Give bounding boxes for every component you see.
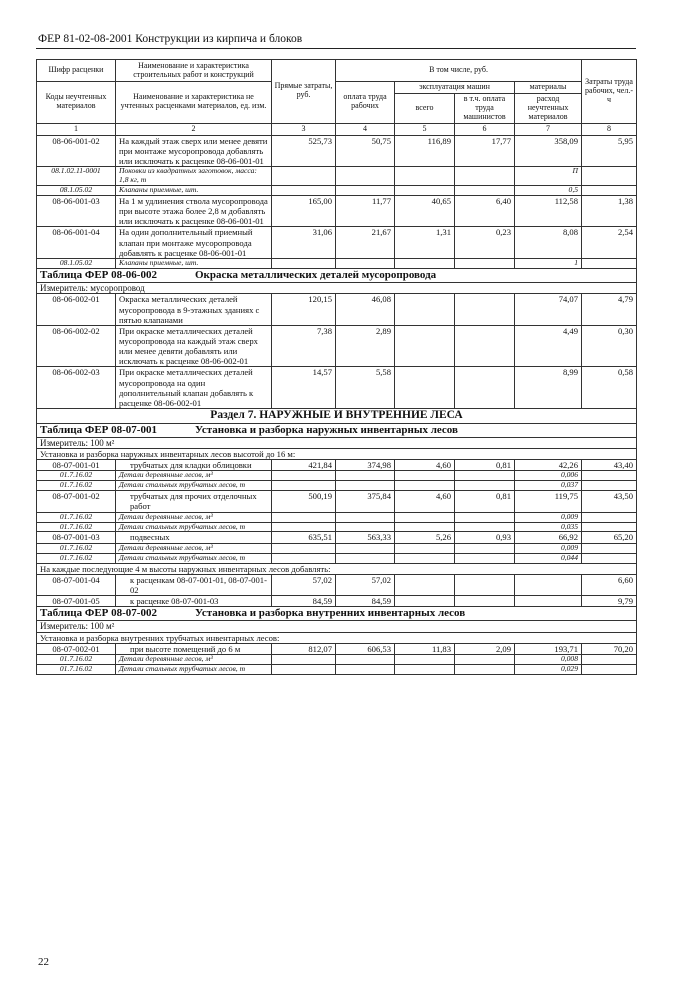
table-row: 08-06-001-04 На один дополнительный приемный клапан при монтаже мусоропровода добавлять к расценке 08-06-001-01 31,06 21,67 1,31 0,23 8,08 2,54 <box>37 227 637 258</box>
group-head: В том числе, руб. <box>336 60 582 82</box>
col-num-7: 7 <box>515 123 582 135</box>
col-num-4: 4 <box>336 123 395 135</box>
table-row: 08-07-001-02 трубчатых для прочих отделочных работ 500,19 375,84 4,60 0,81 119,75 43,50 <box>37 491 637 512</box>
col-num-2: 2 <box>116 123 272 135</box>
note-row: Установка и разборка наружных инвентарных лесов высотой до 16 м: <box>37 449 637 460</box>
col-num-8: 8 <box>582 123 637 135</box>
table-caption-row <box>37 607 637 621</box>
material-row: 01.7.16.02 Детали деревянные лесов, м³ 0,009 <box>37 512 637 522</box>
table-row: 08-07-002-01 при высоте помещений до 6 м 812,07 606,53 11,83 2,09 193,71 70,20 <box>37 643 637 654</box>
section-row <box>37 408 637 423</box>
measure-row: Измеритель: 100 м² <box>37 621 637 633</box>
col-num-6: 6 <box>455 123 515 135</box>
col-num-3: 3 <box>272 123 336 135</box>
material-row: 01.7.16.02 Детали стальных трубчатых лесов, т 0,035 <box>37 522 637 532</box>
page-number: 22 <box>38 956 49 968</box>
col-num-1: 1 <box>37 123 116 135</box>
table-title: Установка и разборка наружных инвентарных лесов <box>194 423 458 436</box>
header-rule <box>36 48 636 49</box>
table-row: 08-07-001-05 к расценке 08-07-001-03 84,59 84,59 9,79 <box>37 595 637 606</box>
material-row: 01.7.16.02 Детали стальных трубчатых лесов, т 0,037 <box>37 481 637 491</box>
material-row: 08.1.05.02 Клапаны приемные, шт. 1 <box>37 258 637 268</box>
material-row: 01.7.16.02 Детали деревянные лесов, м³ 0,009 <box>37 543 637 553</box>
col2-head-bot: Наименование и характеристика не учтенных расценками материалов, ед. изм. <box>116 82 272 124</box>
materials-head: материалы <box>515 82 582 94</box>
table-title: Установка и разборка внутренних инвентарных лесов <box>194 607 466 620</box>
col2-head-top: Наименование и характеристика строительных работ и конструкций <box>116 60 272 82</box>
table-caption-row <box>37 423 637 437</box>
table-row: 08-06-002-03 При окраске металлических деталей мусоропровода на один дополнительный клапан добавлять к расценке 08-06-002-01 14,57 5,58 8,99 0,58 <box>37 367 637 409</box>
table-label: Таблица ФЕР 08-07-001 <box>40 423 157 436</box>
col1-head-top: Шифр расценки <box>37 60 116 82</box>
table-head <box>37 60 637 136</box>
material-row: 01.7.16.02 Детали стальных трубчатых лесов, т 0,044 <box>37 553 637 563</box>
table-row: 08-07-001-04 к расценкам 08-07-001-01, 08-07-001-02 57,02 57,02 6,60 <box>37 574 637 595</box>
col1-head-bot: Коды неучтенных материалов <box>37 82 116 124</box>
note-row: Установка и разборка внутренних трубчатых инвентарных лесов: <box>37 632 637 643</box>
table-label: Таблица ФЕР 08-06-002 <box>40 268 157 281</box>
col8-head: Затраты труда рабочих, чел.-ч <box>582 60 637 124</box>
material-row: 01.7.16.02 Детали стальных трубчатых лесов, т 0,029 <box>37 664 637 674</box>
material-row: 08.1.02.11-0001 Поковки из квадратных заготовок, масса: 1,8 кг, т П <box>37 167 637 186</box>
col6-head: в т.ч. оплата труда машинистов <box>455 93 515 123</box>
machines-head: эксплуатация машин <box>395 82 515 94</box>
table-row: 08-06-001-03 На 1 м удлинения ствола мусоропровода при высоте этажа более 2,8 м добавлять или исключать к расценке 08-06-001-01 165,00 11,77 40,65 6,40 112,58 1,38 <box>37 196 637 227</box>
measure-row: Измеритель: 100 м² <box>37 437 637 449</box>
col4-head: оплата труда рабочих <box>336 82 395 124</box>
table-row: 08-06-002-01 Окраска металлических деталей мусоропровода в 9-этажных зданиях с пятью клапанами 120,15 46,08 74,07 4,79 <box>37 294 637 325</box>
table-row: 08-07-001-01 трубчатых для кладки облицовки 421,84 374,98 4,60 0,81 42,26 43,40 <box>37 460 637 471</box>
table-title: Окраска металлических деталей мусоропровода <box>194 268 437 281</box>
material-row: 01.7.16.02 Детали деревянные лесов, м³ 0,006 <box>37 471 637 481</box>
table-row: 08-06-001-02 На каждый этаж сверх или менее девяти при монтаже мусоропровода добавлять или исключать к расценке 08-06-001-01 525,73 50,75 116,89 17,77 358,09 5,95 <box>37 135 637 166</box>
section-title: Раздел 7. НАРУЖНЫЕ И ВНУТРЕННИЕ ЛЕСА <box>37 408 637 423</box>
table-caption-row <box>37 268 637 282</box>
page-header: ФЕР 81-02-08-2001 Конструкции из кирпича и блоков <box>38 33 303 45</box>
price-table <box>36 59 637 675</box>
material-row: 08.1.05.02 Клапаны приемные, шт. 0,5 <box>37 186 637 196</box>
measure-row: Измеритель: мусоропровод <box>37 282 637 294</box>
table-row: 08-06-002-02 При окраске металлических деталей мусоропровода на каждый этаж сверх или менее девяти добавлять или исключать к расценке 08-06-002-01 7,38 2,89 4,49 0,30 <box>37 325 637 367</box>
col5-head: всего <box>395 93 455 123</box>
col7-head: расход неучтенных материалов <box>515 93 582 123</box>
note-row: На каждые последующие 4 м высоты наружных инвентарных лесов добавлять: <box>37 563 637 574</box>
table-label: Таблица ФЕР 08-07-002 <box>40 607 157 620</box>
table-row: 08-07-001-03 подвесных 635,51 563,33 5,26 0,93 66,92 65,20 <box>37 532 637 543</box>
col3-head: Прямые затраты, руб. <box>272 60 336 124</box>
col-num-5: 5 <box>395 123 455 135</box>
material-row: 01.7.16.02 Детали деревянные лесов, м³ 0,008 <box>37 654 637 664</box>
